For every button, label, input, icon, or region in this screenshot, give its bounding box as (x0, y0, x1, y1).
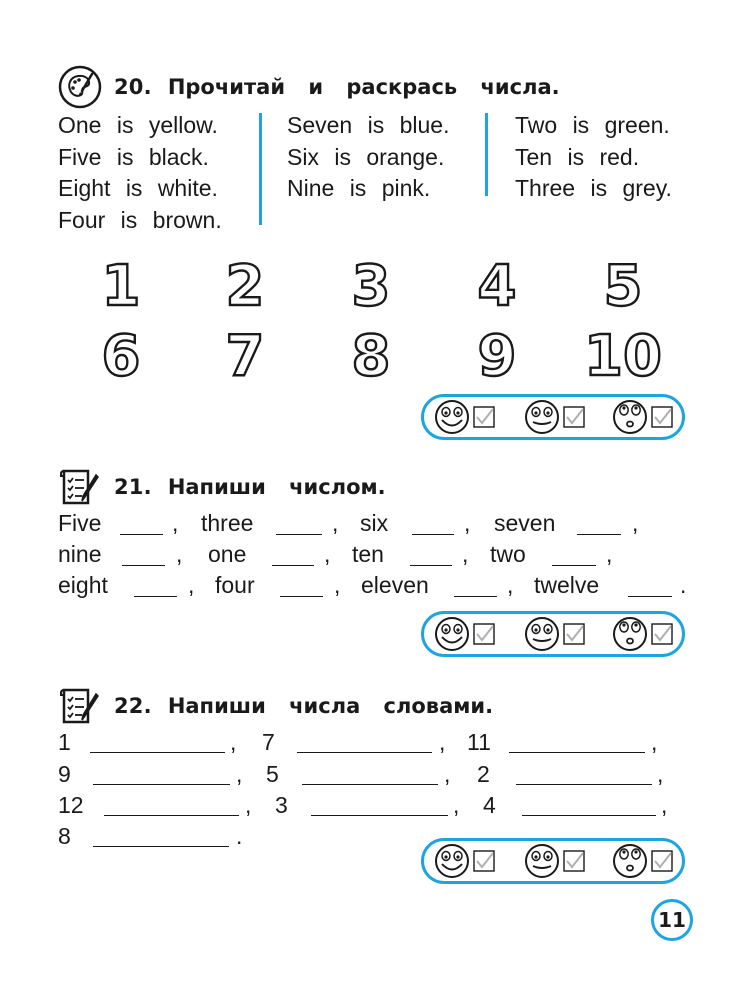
number-digit: 12 (58, 792, 84, 818)
number-digit: 8 (58, 823, 71, 849)
number-word: Five (58, 510, 102, 536)
answer-blank[interactable] (412, 534, 454, 535)
answer-blank[interactable] (276, 534, 322, 535)
digit-outline[interactable]: 8 (351, 324, 391, 389)
coloring-digits (0, 0, 755, 400)
answer-blank[interactable] (628, 596, 672, 597)
page-number: 11 (651, 899, 693, 941)
task-number: 21. (114, 475, 152, 499)
neutral-face-icon[interactable] (526, 618, 558, 650)
self-assessment-box (421, 611, 685, 657)
color-sentence: Two is green. (515, 112, 670, 138)
digit-outline[interactable]: 1 (101, 254, 141, 319)
smile-face-icon[interactable] (436, 401, 468, 433)
color-sentence: Six is orange. (287, 143, 445, 170)
answer-blank[interactable] (302, 784, 438, 785)
color-sentence: Nine is pink. (287, 175, 431, 201)
number-digit: 4 (483, 792, 496, 818)
self-assessment-faces (424, 397, 682, 437)
task-number: 22. (114, 694, 152, 718)
fill-row: Five , three , six , seven , (58, 510, 639, 536)
confused-face-icon[interactable] (614, 845, 646, 877)
self-assessment-box (421, 838, 685, 884)
worksheet-pencil-icon (58, 465, 102, 509)
color-sentence: One is yellow. (58, 112, 218, 138)
number-word: three (201, 510, 254, 536)
number-word: two (490, 541, 526, 567)
smile-face-icon[interactable] (436, 845, 468, 877)
digit-outline[interactable]: 6 (101, 324, 141, 389)
number-word: eleven (361, 572, 429, 598)
checkbox-icon[interactable] (652, 407, 672, 427)
answer-blank[interactable] (90, 752, 225, 753)
number-digit: 7 (262, 729, 275, 755)
answer-blank[interactable] (280, 596, 323, 597)
checkbox-icon[interactable] (652, 624, 672, 644)
color-sentence: Eight is white. (58, 175, 218, 201)
answer-blank[interactable] (552, 565, 596, 566)
task-instruction: Напиши числа словами. (167, 694, 494, 718)
task-22-header (58, 684, 493, 728)
answer-blank[interactable] (516, 784, 652, 785)
number-word: nine (58, 541, 102, 567)
confused-face-icon[interactable] (614, 401, 646, 433)
worksheet-pencil-icon (58, 684, 102, 728)
color-sentence: Five is black. (58, 143, 209, 170)
answer-blank[interactable] (297, 752, 432, 753)
number-word: eight (58, 572, 108, 598)
answer-blank[interactable] (272, 565, 314, 566)
answer-blank[interactable] (120, 534, 163, 535)
number-digit: 11 (467, 729, 491, 755)
number-word: ten (352, 541, 384, 567)
answer-blank[interactable] (134, 596, 177, 597)
color-sentence: Four is brown. (58, 206, 222, 233)
digit-outline[interactable]: 9 (477, 324, 517, 389)
digit-outline[interactable]: 5 (603, 254, 643, 319)
checkbox-icon[interactable] (652, 851, 672, 871)
checkbox-icon[interactable] (474, 624, 494, 644)
digit-outline[interactable]: 4 (477, 254, 517, 319)
number-digit: 2 (477, 761, 490, 787)
checkbox-icon[interactable] (474, 851, 494, 871)
task-21-header (58, 465, 386, 509)
answer-blank[interactable] (577, 534, 621, 535)
digit-outline[interactable]: 10 (584, 324, 662, 389)
answer-blank[interactable] (522, 815, 656, 816)
digit-outline[interactable]: 3 (351, 254, 391, 319)
number-digit: 9 (58, 761, 71, 787)
checkbox-icon[interactable] (474, 407, 494, 427)
task-instruction: Напиши числом. (167, 475, 386, 499)
number-word: seven (494, 510, 556, 536)
task-number: 20. (114, 75, 152, 99)
number-word: one (208, 541, 247, 567)
answer-blank[interactable] (93, 846, 229, 847)
answer-blank[interactable] (311, 815, 448, 816)
number-digit: 3 (275, 792, 288, 818)
answer-blank[interactable] (454, 596, 497, 597)
answer-blank[interactable] (410, 565, 452, 566)
answer-blank[interactable] (509, 752, 645, 753)
color-sentence: Ten is red. (515, 143, 640, 170)
self-assessment-box (421, 394, 685, 440)
self-assessment-faces (424, 614, 682, 654)
answer-blank[interactable] (104, 815, 239, 816)
answer-blank[interactable] (93, 784, 230, 785)
fill-row: eight , four , eleven , twelve . (58, 572, 687, 598)
checkbox-icon[interactable] (564, 407, 584, 427)
confused-face-icon[interactable] (614, 618, 646, 650)
number-digit: 5 (266, 761, 279, 787)
smile-face-icon[interactable] (436, 618, 468, 650)
fill-row: nine , one , ten , two , (58, 541, 613, 567)
self-assessment-faces (424, 841, 682, 881)
task-instruction: Прочитай и раскрась числа. (167, 75, 560, 99)
digit-outline[interactable]: 2 (225, 254, 265, 319)
number-word: twelve (534, 572, 600, 598)
color-sentence: Seven is blue. (287, 112, 450, 138)
checkbox-icon[interactable] (564, 851, 584, 871)
number-word: six (360, 510, 389, 536)
color-sentence: Three is grey. (515, 175, 672, 201)
number-digit: 1 (58, 729, 71, 755)
neutral-face-icon[interactable] (526, 401, 558, 433)
digit-outline[interactable]: 7 (225, 324, 265, 389)
checkbox-icon[interactable] (564, 624, 584, 644)
neutral-face-icon[interactable] (526, 845, 558, 877)
answer-blank[interactable] (122, 565, 165, 566)
number-word: four (215, 572, 255, 598)
